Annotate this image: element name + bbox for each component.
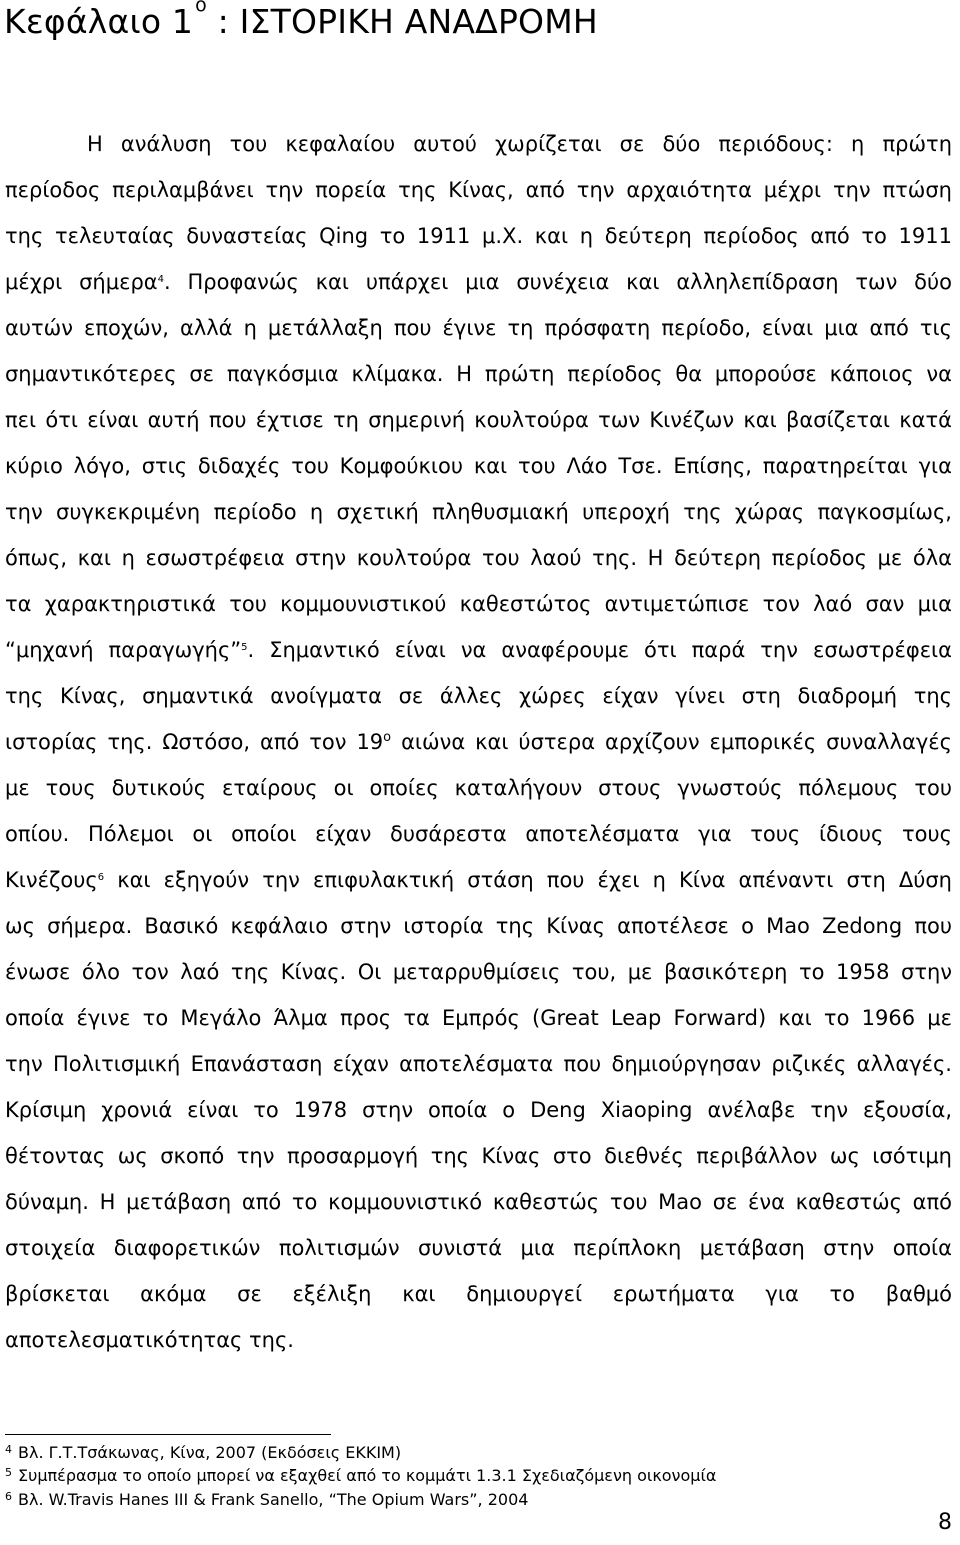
body-line: την Πολιτισμική Επανάσταση είχαν αποτελέσματα που δημιούργησαν ριζικές αλλαγές. xyxy=(5,1052,952,1076)
body-line: με τους δυτικούς εταίρους οι οποίες καταλήγουν στους γνωστούς πόλεμους του xyxy=(5,776,952,800)
body-line: Κρίσιμη χρονιά είναι το 1978 στην οποία ο Deng Xiaoping ανέλαβε την εξουσία, xyxy=(5,1098,952,1122)
footnote-reference: 5 xyxy=(241,642,248,653)
body-line: αυτών εποχών, αλλά η μετάλλαξη που έγινε τη πρόσφατη περίοδο, είναι μια από τις xyxy=(5,316,952,340)
page-number: 8 xyxy=(938,1510,952,1535)
footnote-number: 6 xyxy=(5,1490,12,1503)
body-line: αποτελεσματικότητας της. xyxy=(5,1328,294,1352)
body-line: περίοδος περιλαμβάνει την πορεία της Κίνας, από την αρχαιότητα μέχρι την πτώση xyxy=(5,178,952,202)
chapter-heading-title: : ΙΣΤΟΡΙΚΗ ΑΝΑΔΡΟΜΗ xyxy=(206,2,598,41)
chapter-heading-superscript: ο xyxy=(195,0,207,16)
footnote-reference: 4 xyxy=(157,274,164,285)
body-line xyxy=(5,865,952,895)
ordinal-superscript: ο xyxy=(383,730,392,745)
chapter-heading xyxy=(4,0,598,44)
body-text-segment: “μηχανή παραγωγής” xyxy=(5,638,242,662)
body-line xyxy=(5,267,952,297)
body-line: της Κίνας, σημαντικά ανοίγματα σε άλλες χώρες είχαν γίνει στη διαδρομή της xyxy=(5,684,952,708)
body-text-segment: . Σημαντικό είναι να αναφέρουμε ότι παρά την εσωστρέφεια xyxy=(247,638,952,662)
body-text-segment: . Προφανώς και υπάρχει μια συνέχεια και αλληλεπίδραση των δύο xyxy=(164,270,952,294)
footnote-number: 4 xyxy=(5,1443,12,1456)
body-line: ως σήμερα. Βασικό κεφάλαιο στην ιστορία της Κίνας αποτέλεσε ο Mao Zedong που xyxy=(5,914,952,938)
body-line: θέτοντας ως σκοπό την προσαρμογή της Κίνας στο διεθνές περιβάλλον ως ισότιμη xyxy=(5,1144,952,1168)
body-line: οπίου. Πόλεμοι οι οποίοι είχαν δυσάρεστα αποτελέσματα για τους ίδιους τους xyxy=(5,822,952,846)
body-line: βρίσκεται ακόμα σε εξέλιξη και δημιουργεί ερωτήματα για το βαθμό xyxy=(5,1282,952,1306)
footnote xyxy=(5,1489,528,1511)
body-text-segment: Κινέζους xyxy=(5,868,98,892)
body-line: οποία έγινε το Μεγάλο Άλμα προς τα Εμπρός (Great Leap Forward) και το 1966 με xyxy=(5,1006,952,1030)
body-text-segment: αιώνα και ύστερα αρχίζουν εμπορικές συναλλαγές xyxy=(391,730,952,754)
body-line: πει ότι είναι αυτή που έχτισε τη σημερινή κουλτούρα των Κινέζων και βασίζεται κατά xyxy=(5,408,952,432)
body-text-segment: μέχρι σήμερα xyxy=(5,270,158,294)
body-line xyxy=(5,727,952,757)
body-line: σημαντικότερες σε παγκόσμια κλίμακα. Η πρώτη περίοδος θα μπορούσε κάποιος να xyxy=(5,362,952,386)
footnote xyxy=(5,1442,401,1464)
chapter-heading-prefix: Κεφάλαιο 1 xyxy=(4,2,194,41)
body-line: κύριο λόγο, στις διδαχές του Κομφούκιου και του Λάο Τσε. Επίσης, παρατηρείται για xyxy=(5,454,952,478)
body-line: της τελευταίας δυναστείας Qing το 1911 μ.Χ. και η δεύτερη περίοδος από το 1911 xyxy=(5,224,952,248)
body-line: στοιχεία διαφορετικών πολιτισμών συνιστά μια περίπλοκη μετάβαση στην οποία xyxy=(5,1236,952,1260)
footnote-separator xyxy=(5,1434,331,1435)
body-line: την συγκεκριμένη περίοδο η σχετική πληθυσμιακή υπεροχή της χώρας παγκοσμίως, xyxy=(5,500,952,524)
body-line: δύναμη. Η μετάβαση από το κομμουνιστικό καθεστώς του Mao σε ένα καθεστώς από xyxy=(5,1190,952,1214)
footnote-text: Βλ. Γ.Τ.Τσάκωνας, Κίνα, 2007 (Εκδόσεις ΕΚΚΙΜ) xyxy=(18,1443,402,1462)
body-line xyxy=(5,635,952,665)
footnote-reference: 6 xyxy=(97,872,105,883)
footnote-text: Συμπέρασμα το οποίο μπορεί να εξαχθεί από το κομμάτι 1.3.1 Σχεδιαζόμενη οικονομία xyxy=(18,1466,717,1485)
footnote-text: Βλ. W.Travis Hanes III & Frank Sanello, “The Opium Wars”, 2004 xyxy=(18,1490,529,1509)
body-text-segment: και εξηγούν την επιφυλακτική στάση που έχει η Κίνα απέναντι στη Δύση xyxy=(104,868,952,892)
body-line: Η ανάλυση του κεφαλαίου αυτού χωρίζεται σε δύο περιόδους: η πρώτη xyxy=(87,132,952,156)
body-text-segment: ιστορίας της. Ωστόσο, από τον 19 xyxy=(5,730,384,754)
footnote-number: 5 xyxy=(5,1466,12,1479)
body-line: ένωσε όλο τον λαό της Κίνας. Οι μεταρρυθμίσεις του, με βασικότερη το 1958 στην xyxy=(5,960,952,984)
body-line: όπως, και η εσωστρέφεια στην κουλτούρα του λαού της. Η δεύτερη περίοδος με όλα xyxy=(5,546,952,570)
body-line: τα χαρακτηριστικά του κομμουνιστικού καθεστώτος αντιμετώπισε τον λαό σαν μια xyxy=(5,592,952,616)
footnote xyxy=(5,1465,716,1487)
